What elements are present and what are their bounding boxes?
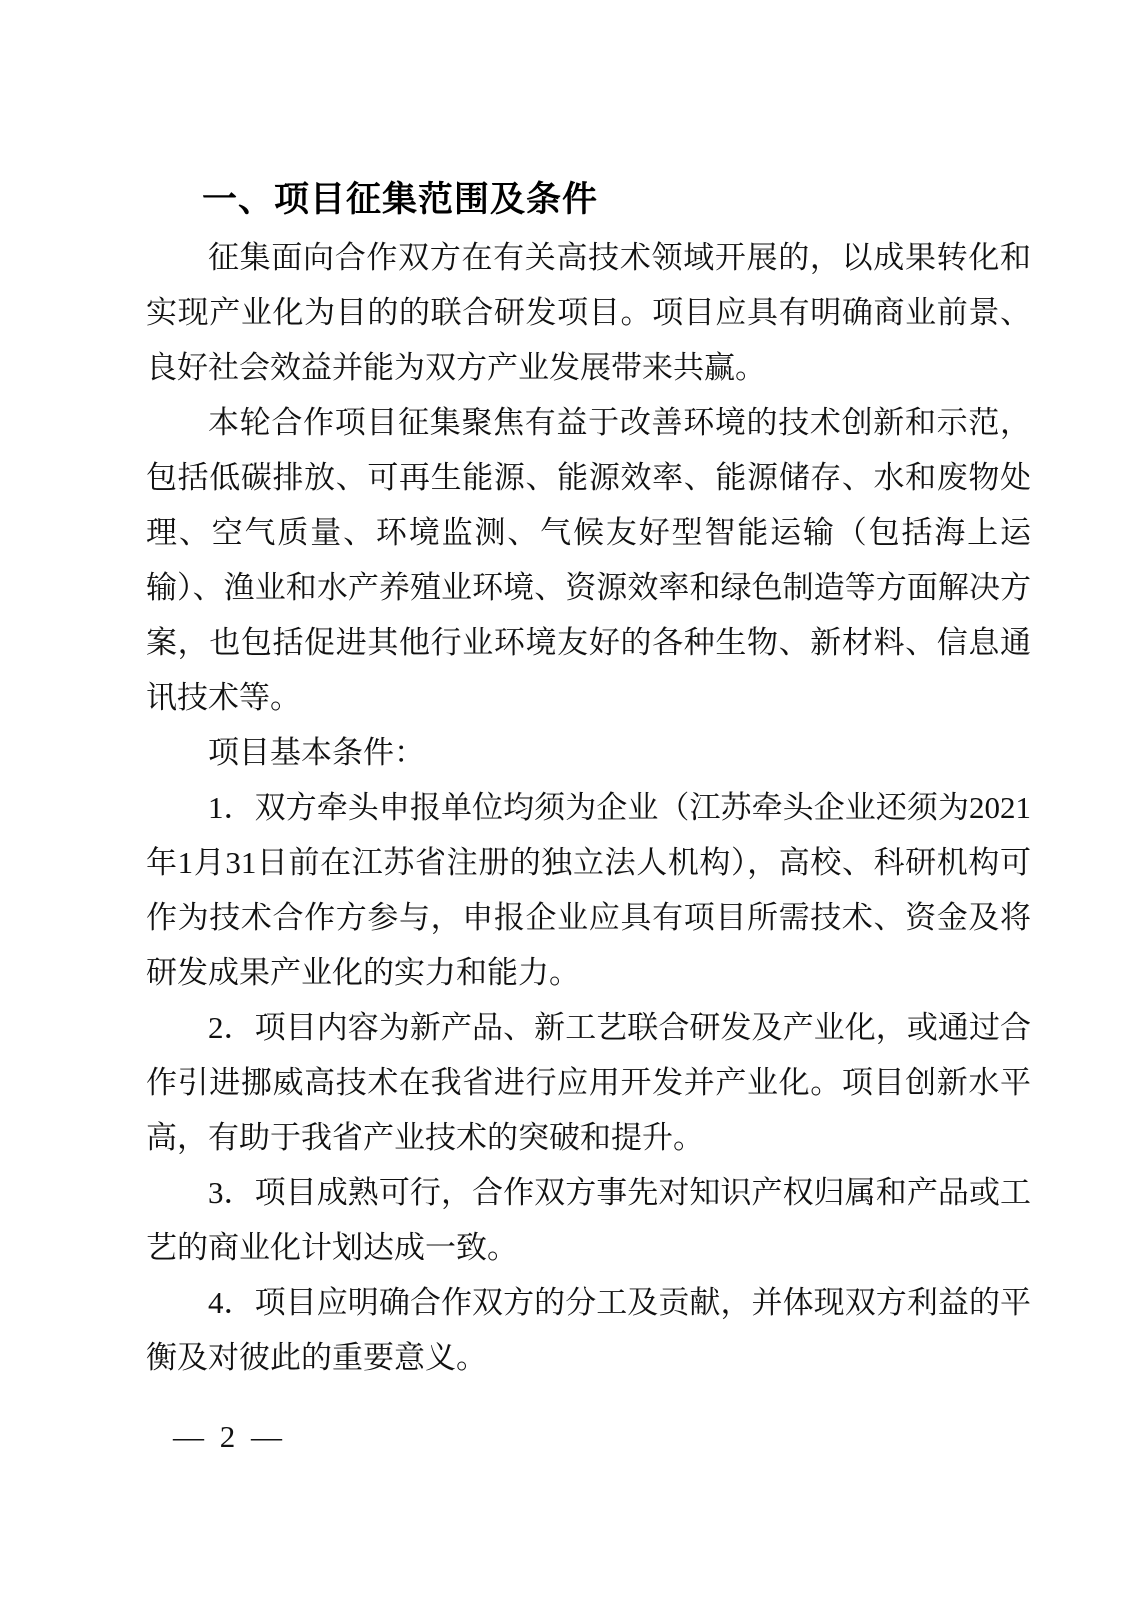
page-number: — 2 — [173, 1419, 286, 1454]
section-heading: 一、项目征集范围及条件 [202, 180, 599, 219]
paragraph-focus-areas: 本轮合作项目征集聚焦有益于改善环境的技术创新和示范，包括低碳排放、可再生能源、能源效率、能源储存、水和废物处理、空气质量、环境监测、气候友好型智能运输（包括海上运输）、渔业和水产养殖业环境、资源效率和绿色制造等方面解决方案，也包括促进其他行业环境友好的各种生物、新材料、信息通讯技术等。 [146, 405, 1031, 715]
paragraph-basic-conditions-label: 项目基本条件： [208, 735, 425, 770]
condition-item-1: 1．双方牵头申报单位均须为企业（江苏牵头企业还须为2021年1月31日前在江苏省注册的独立法人机构），高校、科研机构可作为技术合作方参与，申报企业应具有项目所需技术、资金及将研发成果产业化的实力和能力。 [146, 790, 1031, 990]
document-content [146, 172, 1031, 1385]
condition-item-4: 4．项目应明确合作双方的分工及贡献，并体现双方利益的平衡及对彼此的重要意义。 [146, 1285, 1031, 1375]
paragraph-scope-intro: 征集面向合作双方在有关高技术领域开展的，以成果转化和实现产业化为目的的联合研发项目。项目应具有明确商业前景、良好社会效益并能为双方产业发展带来共赢。 [146, 240, 1031, 385]
condition-item-3: 3．项目成熟可行，合作双方事先对知识产权归属和产品或工艺的商业化计划达成一致。 [146, 1175, 1031, 1265]
condition-item-2: 2．项目内容为新产品、新工艺联合研发及产业化，或通过合作引进挪威高技术在我省进行应用开发并产业化。项目创新水平高，有助于我省产业技术的突破和提升。 [146, 1010, 1031, 1155]
